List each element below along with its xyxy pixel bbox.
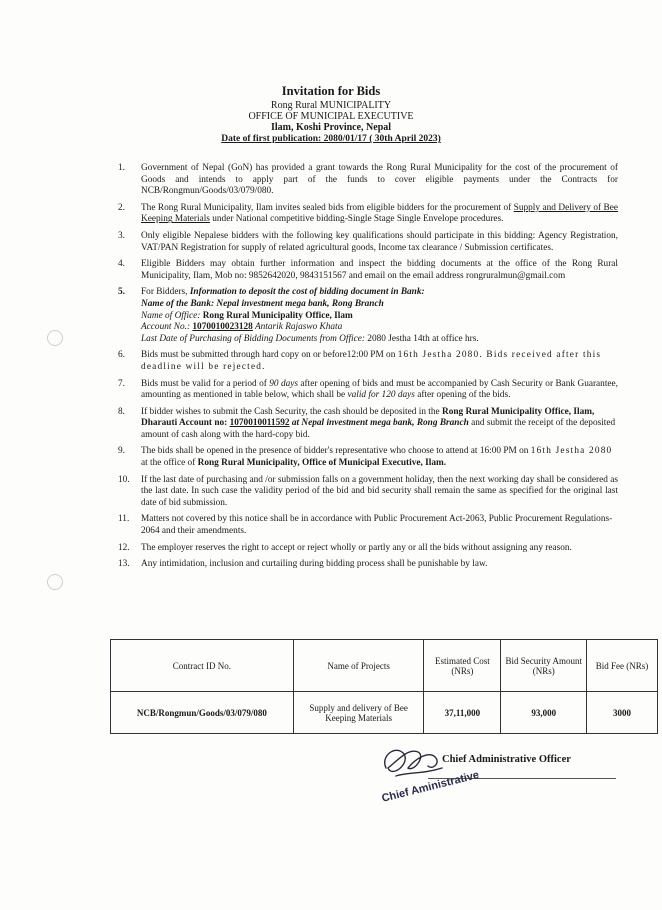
clause-number: 5.: [118, 287, 125, 298]
clause-text: [141, 407, 618, 442]
bid-security-cell: 93,000: [501, 692, 587, 734]
clause-text-part: and submit the receipt of the deposited amount of cash along with the hard-copy bid.: [141, 418, 616, 440]
clause-number: 1.: [118, 163, 125, 173]
clause-number: 11.: [118, 514, 130, 525]
municipality-name: Rong Rural MUNICIPALITY: [270, 100, 392, 111]
signatory-title: Chief Administrative Officer: [442, 754, 571, 765]
clause-6: [118, 350, 618, 373]
clause-text: Government of Nepal (GoN) has provided a grant towards the Rong Rural Municipality for the cost of the procurement of Goods and intends to apply part of the funds to cover eligible payments under the Contracts for NCB/Rongmun/Goods/03/079/080.: [141, 163, 618, 197]
clause-text: Only eligible Nepalese bidders with the following key qualifications should participate in this bidding: Agency Registration, VAT/PAN Registration for supply of related agricultural goods, Income tax clearance / Submission certificates.: [141, 230, 618, 253]
clause-text-part: after opening of the bids.: [414, 390, 511, 401]
clause-number: 9.: [118, 446, 125, 457]
estimated-cost-cell: 37,11,000: [424, 692, 501, 734]
clause-text: Matters not covered by this notice shall be in accordance with Public Procurement Act-2063, Public Procurement Regulations-2064 and their amendments.: [141, 514, 613, 537]
clause-number: 8.: [118, 406, 125, 417]
office-value: Rong Rural Municipality Office, Ilam: [202, 310, 353, 321]
opening-venue: Rong Rural Municipality, Office of Municipal Executive, Ilam.: [197, 458, 447, 469]
clause-text: Eligible Bidders may obtain further information and inspect the bidding documents at the office of the Rong Rural Municipality, Ilam, Mob no: 9852642020, 9843151567 and email on the email address rongruralmun@gmail.com: [141, 259, 618, 281]
clause-text-part: The bids shall be opened in the presence of bidder's representative who choose to attend at 16:00 PM on: [141, 446, 531, 457]
clause-11: [118, 514, 618, 537]
notice-title: Invitation for Bids: [281, 84, 381, 98]
clause-text: If the last date of purchasing and /or submission falls on a government holiday, then the next working day shall be considered as the last date. In such case the validity period of the bid and bid security shall remain the same as specified for the original last date of bid submission.: [141, 474, 618, 508]
clause-text: [141, 203, 618, 226]
punch-hole-mark: [47, 574, 63, 590]
validity-period: 90 days: [269, 378, 298, 389]
clause-text: [141, 287, 618, 345]
account-label: Account No.:: [141, 322, 193, 333]
clause-10: [118, 475, 618, 510]
office-location: Ilam, Koshi Province, Nepal: [270, 122, 392, 133]
clause-text-part: under National competitive bidding-Single Stage Single Envelope procedures.: [209, 214, 504, 225]
clause-number: 3.: [118, 230, 125, 241]
table-row: [111, 692, 658, 734]
bank-name: Name of the Bank: Nepal investment mega bank, Rong Branch: [141, 298, 384, 309]
table-header-cell: Contract ID No.: [111, 640, 294, 692]
bid-fee-cell: 3000: [587, 692, 658, 734]
official-stamp: Chief Aministrative: [380, 769, 481, 805]
clause-text: The employer reserves the right to accept or reject wholly or partly any or all the bids without assigning any reason.: [141, 542, 572, 553]
clause-number: 6.: [118, 350, 125, 361]
deposit-account-number: 1070010011592: [229, 418, 290, 429]
notice-clauses: [118, 163, 618, 576]
table-header-cell: Bid Security Amount (NRs): [501, 640, 587, 692]
clause-text-part: For Bidders,: [141, 287, 190, 298]
clause-text: [141, 350, 618, 373]
opening-date: 16th Jestha 2080: [530, 446, 613, 457]
clause-1: [118, 163, 618, 198]
project-name-cell: Supply and delivery of Bee Keeping Materials: [293, 692, 424, 734]
clause-text: Any intimidation, inclusion and curtailing during bidding process shall be punishable by law.: [141, 559, 488, 570]
clause-text-part: at the office of: [141, 458, 198, 469]
clause-number: 10.: [118, 474, 130, 485]
clause-13: [118, 559, 618, 571]
table-header-row: [111, 640, 658, 692]
clause-number: 13.: [118, 559, 130, 570]
office-label: Name of Office:: [141, 310, 203, 321]
deposit-office: Rong Rural Municipality Office, Ilam, Dharauti Account no:: [141, 406, 595, 429]
account-number: 1070010023128: [192, 322, 253, 333]
bank-info-heading: Information to deposit the cost of bidding document in Bank:: [189, 287, 425, 298]
clause-number: 4.: [118, 259, 125, 270]
clause-number: 12.: [118, 542, 130, 553]
clause-text-part: Bids must be submitted through hard copy on or before12:00 PM on: [141, 350, 398, 361]
bid-details-table: [110, 639, 658, 734]
table-header-cell: Bid Fee (NRs): [587, 640, 658, 692]
clause-12: [118, 543, 618, 555]
clause-9: [118, 446, 618, 469]
clause-text-part: after opening of bids and must be accompanied by Cash Security or Bank Guarantee, amounting as mentioned in table below, which shall be: [141, 378, 618, 401]
last-date-label: Last Date of Purchasing of Bidding Documents from Office:: [141, 333, 365, 344]
clause-8: [118, 407, 618, 442]
office-name: OFFICE OF MUNICIPAL EXECUTIVE: [248, 111, 414, 122]
clause-text-part: Bids must be valid for a period of: [141, 378, 270, 389]
clause-text-part: The Rong Rural Municipality, Ilam invites sealed bids from eligible bidders for the procurement of: [141, 202, 514, 213]
security-validity: valid for 120 days: [347, 390, 415, 401]
table-header-cell: Estimated Cost (NRs): [424, 640, 501, 692]
clause-text: [141, 379, 618, 402]
clause-number: 2.: [118, 202, 125, 213]
publication-date: Date of first publication: 2080/01/17 ( 30th April 2023): [221, 134, 441, 144]
last-date-value: 2080 Jestha 14th at office hrs.: [364, 333, 479, 344]
punch-hole-mark: [47, 330, 63, 346]
contract-id-cell: NCB/Rongmun/Goods/03/079/080: [111, 692, 294, 734]
clause-2: [118, 203, 618, 226]
account-name: Antarik Rajaswo Khata: [252, 322, 343, 333]
procurement-subject: Supply and Delivery of Bee Keeping Materials: [141, 202, 618, 225]
clause-4: [118, 259, 618, 282]
clause-text: [141, 446, 618, 469]
clause-text-part: If bidder wishes to submit the Cash Security, the cash should be deposited in the: [141, 406, 442, 417]
clause-5: [118, 287, 618, 345]
clause-number: 7.: [118, 378, 125, 389]
deposit-bank: at Nepal investment mega bank, Rong Branch: [289, 418, 469, 429]
table-header-cell: Name of Projects: [293, 640, 424, 692]
clause-3: [118, 231, 618, 254]
clause-7: [118, 379, 618, 402]
submission-deadline: 16th Jestha 2080. Bids received after this deadline will be rejected.: [141, 350, 602, 372]
